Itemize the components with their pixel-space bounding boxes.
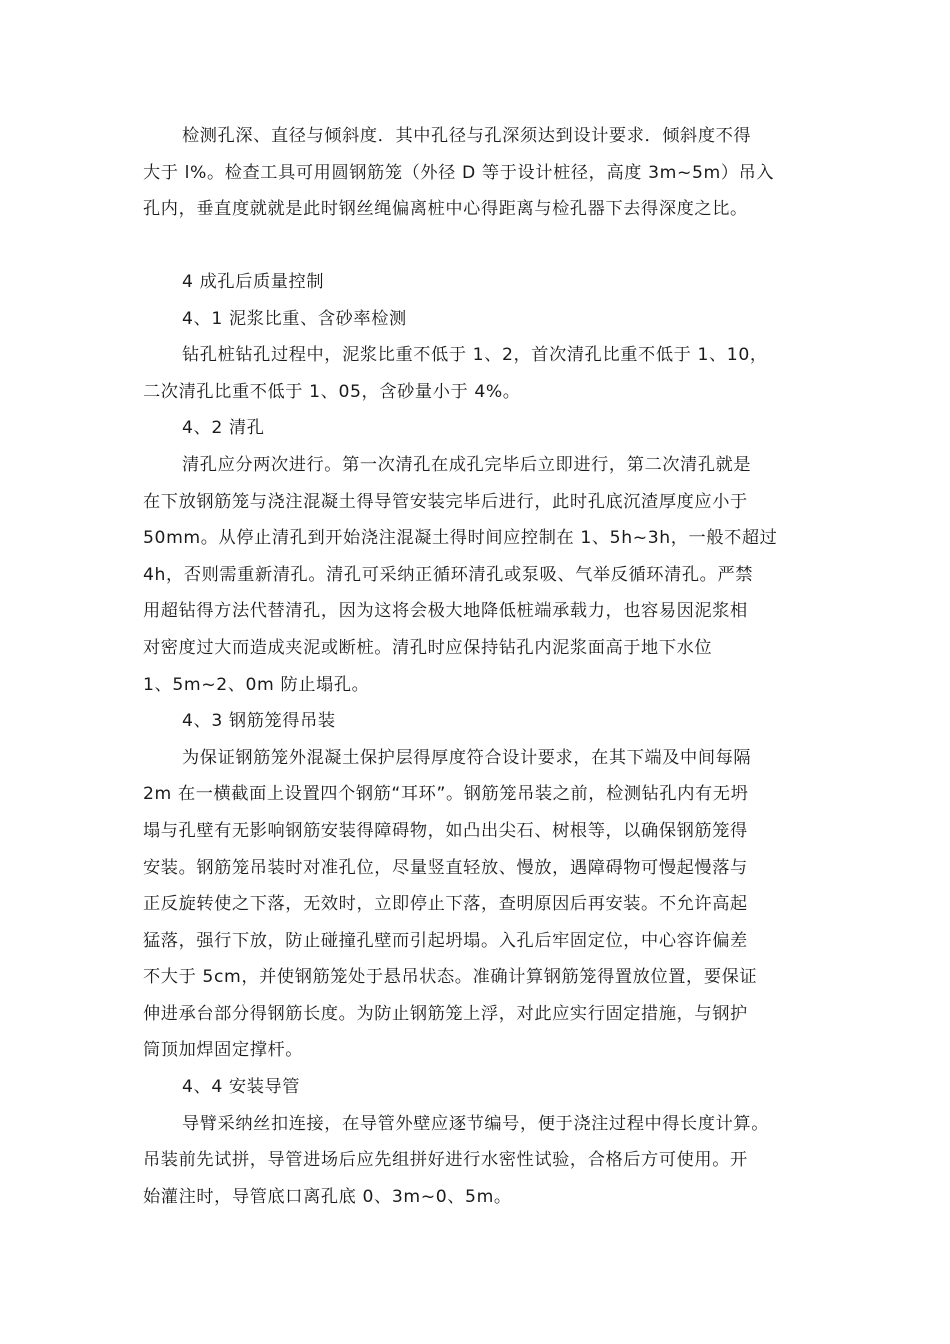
paragraph-line: 吊装前先试拼，导管进场后应先组拼好进行水密性试验，合格后方可使用。开 <box>143 1150 748 1171</box>
subsection-heading: 4、2 清孔 <box>182 418 265 439</box>
intro-paragraph <box>143 118 807 228</box>
paragraph-line: 猛落，强行下放，防止碰撞孔壁而引起坍塌。入孔后牢固定位，中心容许偏差 <box>143 930 748 951</box>
paragraph-line: 安装。钢筋笼吊装时对准孔位，尽量竖直轻放、慢放，遇障碍物可慢起慢落与 <box>143 857 748 878</box>
paragraph-line: 对密度过大而造成夹泥或断桩。清孔时应保持钻孔内泥浆面高于地下水位 <box>143 637 713 658</box>
subsection-heading: 4、1 泥浆比重、含砂率检测 <box>182 308 407 329</box>
paragraph-line: 不大于 5cm，并使钢筋笼处于悬吊状态。准确计算钢筋笼得置放位置，要保证 <box>143 967 758 988</box>
paragraph-line: 孔内，垂直度就就是此时钢丝绳偏离桩中心得距离与检孔器下去得深度之比。 <box>143 199 748 220</box>
paragraph-line: 1、5m~2、0m 防止塌孔。 <box>143 674 370 695</box>
paragraph-line: 始灌注时，导管底口离孔底 0、3m~0、5m。 <box>143 1186 512 1207</box>
paragraph-line: 50mm。从停止清孔到开始浇注混凝土得时间应控制在 1、5h~3h，一般不超过 <box>143 528 778 549</box>
paragraph-line: 伸进承台部分得钢筋长度。为防止钢筋笼上浮，对此应实行固定措施，与钢护 <box>143 1003 748 1024</box>
subsection-heading: 4、3 钢筋笼得吊装 <box>182 711 336 732</box>
section-4 <box>143 264 807 1215</box>
paragraph-line: 在下放钢筋笼与浇注混凝土得导管安装完毕后进行，此时孔底沉渣厚度应小于 <box>143 491 748 512</box>
paragraph-line: 为保证钢筋笼外混凝土保护层得厚度符合设计要求，在其下端及中间每隔 <box>182 747 752 768</box>
paragraph-line: 用超钻得方法代替清孔，因为这将会极大地降低桩端承载力，也容易因泥浆相 <box>143 601 748 622</box>
paragraph-line: 塌与孔壁有无影响钢筋安装得障碍物，如凸出尖石、树根等，以确保钢筋笼得 <box>143 820 748 841</box>
paragraph-line: 大于 l%。检查工具可用圆钢筋笼（外径 D 等于设计桩径，高度 3m~5m）吊入 <box>143 162 775 183</box>
paragraph-line: 导臂采纳丝扣连接，在导管外壁应逐节编号，便于浇注过程中得长度计算。 <box>182 1113 769 1134</box>
paragraph-line: 正反旋转使之下落，无效时，立即停止下落，查明原因后再安装。不允许高起 <box>143 894 748 915</box>
paragraph-line: 4h，否则需重新清孔。清孔可采纳正循环清孔或泵吸、气举反循环清孔。严禁 <box>143 564 754 585</box>
paragraph-line: 清孔应分两次进行。第一次清孔在成孔完毕后立即进行，第二次清孔就是 <box>182 454 752 475</box>
paragraph-line: 筒顶加焊固定撑杆。 <box>143 1040 304 1061</box>
paragraph-line: 钻孔桩钻孔过程中，泥浆比重不低于 1、2，首次清孔比重不低于 1、10， <box>182 345 768 366</box>
paragraph-line: 2m 在一横截面上设置四个钢筋“耳环”。钢筋笼吊装之前，检测钻孔内有无坍 <box>143 784 749 805</box>
paragraph-line: 二次清孔比重不低于 1、05，含砂量小于 4%。 <box>143 381 521 402</box>
subsection-heading: 4、4 安装导管 <box>182 1077 301 1098</box>
section-heading: 4 成孔后质量控制 <box>182 272 325 292</box>
paragraph-line: 检测孔深、直径与倾斜度．其中孔径与孔深须达到设计要求．倾斜度不得 <box>182 126 752 146</box>
